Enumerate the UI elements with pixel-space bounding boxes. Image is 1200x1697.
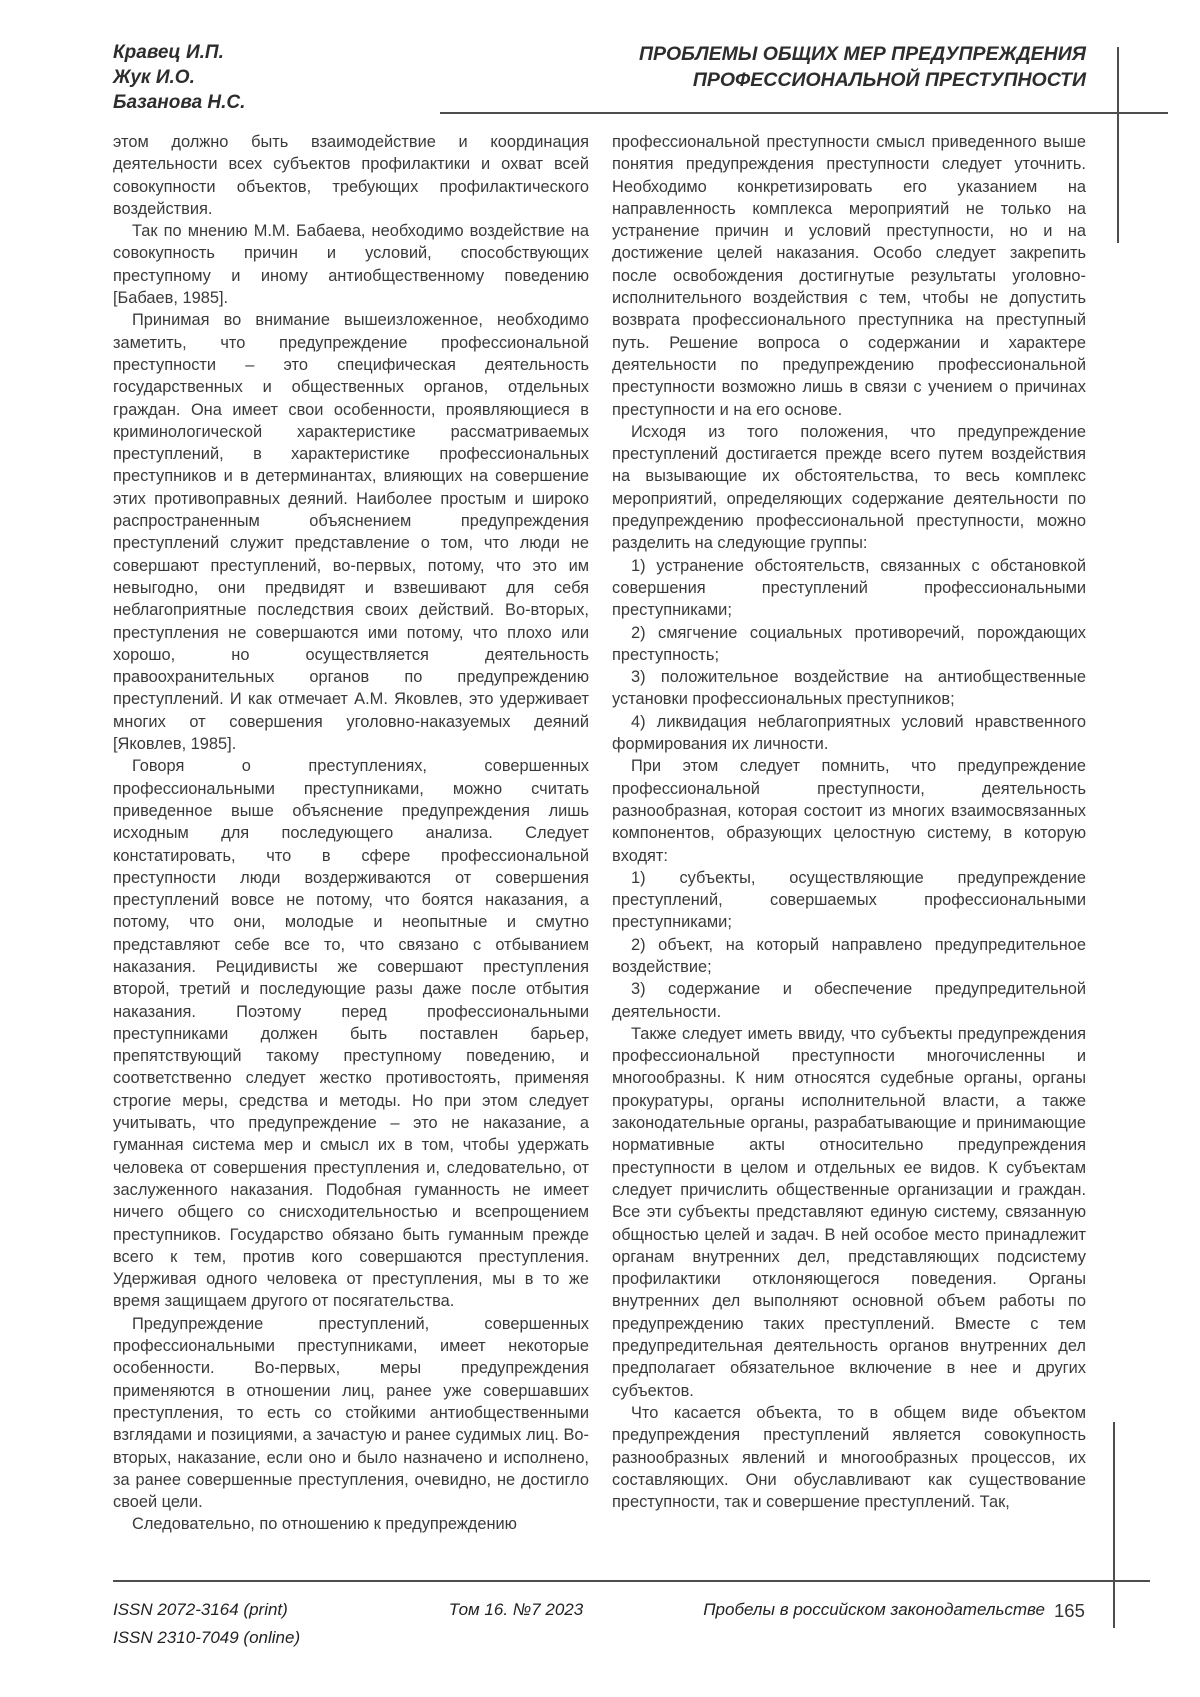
paragraph: Говоря о преступлениях, совершенных профессиональными преступниками, можно считать приведенное выше объяснение предупреждения лишь исходным для последующего анализа. Следует констатировать, что в сфере профессиональной преступности люди воздерживаются от совершения преступлений вовсе не потому, что боятся наказания, а потому, что они, молодые и неопытные и смутно представляют себе все то, что связано с отбыванием наказания. Рецидивисты же совершают преступления второй, третий и последующие разы даже после отбытия наказания. Поэтому перед профессиональными преступниками должен быть поставлен барьер, препятствующий такому преступному поведению, и соответственно следует жестко противостоять, применяя строгие меры, средства и методы. Но при этом следует учитывать, что предупреждение – это не наказание, а гуманная система мер и смысл их в том, чтобы удержать человека от совершения преступления и, следовательно, от заслуженного наказания. Подобная гуманность не имеет ничего общего со снисходительностью и всепрощением преступников. Государство обязано быть гуманным прежде всего к тем, против кого совершаются преступления. Удерживая одного человека от преступления, мы в то же время защищаем другого от посягательства.: [113, 757, 589, 1311]
journal-name: Пробелы в российском законодательстве: [703, 1600, 1045, 1619]
article-title-line-2: ПРОФЕССИОНАЛЬНОЙ ПРЕСТУПНОСТИ: [692, 69, 1086, 91]
bottom-right-vertical-rule: [1113, 1422, 1115, 1628]
paragraph: Исходя из того положения, что предупреждение преступлений достигается прежде всего путем воздействия на вызывающие их обстоятельства, то весь комплекс мероприятий, определяющих содержание деятельности по предупреждению профессиональной преступности, можно разделить на следующие группы:: [612, 422, 1086, 553]
issn-print: ISSN 2072-3164 (print): [113, 1600, 288, 1619]
paragraph: Что касается объекта, то в общем виде объектом предупреждения преступлений является совокупность разнообразных явлений и многообразных процессов, их составляющих. Они обуславливают как существование преступности, так и совершение преступлений. Так,: [612, 1403, 1086, 1512]
paragraph: Следовательно, по отношению к предупреждению: [132, 1515, 517, 1534]
paragraph: Также следует иметь ввиду, что субъекты предупреждения профессиональной преступности многочисленны и многообразны. К ним относятся судебные органы, органы прокуратуры, органы исполнительной власти, а также законодательные органы, разрабатывающие и принимающие нормативные акты относительно предупреждения преступности в целом и отдельных ее видов. К субъектам следует причислить общественные организации и граждан. Все эти субъекты представляют единую систему, связанную общностью целей и задач. В ней особое место принадлежит органам внутренних дел, представляющих подсистему профилактики отклоняющегося поведения. Органы внутренних дел выполняют основной объем работы по предупреждению таких преступлений. Вместе с тем предупредительная деятельность органов внутренних дел предполагает обязательное включение в нее и других субъектов.: [612, 1024, 1086, 1400]
paragraph: этом должно быть взаимодействие и координация деятельности всех субъектов профилактики и охват всей совокупности объектов, требующих профилактического воздействия.: [113, 133, 589, 218]
author-list: [113, 40, 245, 115]
list-item-paragraph: 3) содержание и обеспечение предупредительной деятельности.: [612, 980, 1086, 1021]
author-name: Базанова Н.С.: [113, 92, 246, 113]
paragraph: Принимая во внимание вышеизложенное, необходимо заметить, что предупреждение профессиональной преступности – это специфическая деятельность государственных и общественных органов, отдельных граждан. Она имеет свои особенности, проявляющиеся в криминологической характеристике рассматриваемых преступлений, в характеристике профессиональных преступников и в детерминантах, влияющих на совершение этих противоправных деяний. Наиболее простым и широко распространенным объяснением предупреждения преступлений служит представление о том, что люди не совершают преступлений, во-первых, потому, что это им невыгодно, они предвидят и взвешивают для себя неблагоприятные последствия своих действий. Во-вторых, преступления не совершаются ими потому, что плохо или хорошо, но осуществляется деятельность правоохранительных органов по предупреждению преступлений. И как отмечает А.М. Яковлев, это удерживает многих от совершения уголовно-наказуемых деяний [Яковлев, 1985].: [113, 311, 589, 754]
author-name: Кравец И.П.: [113, 42, 224, 63]
header-rule: [440, 112, 1168, 114]
list-item-paragraph: 2) объект, на который направлено предупредительное воздействие;: [612, 935, 1086, 976]
paragraph: Предупреждение преступлений, совершенных профессиональными преступниками, имеет некоторые особенности. Во-первых, меры предупреждения применяются в отношении лиц, ранее уже совершавших преступления, то есть со стойкими антиобщественными взглядами и позициями, а зачастую и ранее судимых лиц. Во-вторых, наказание, если оно и было назначено и исполнено, за ранее совершенные преступления, очевидно, не достигло своей цели.: [113, 1314, 589, 1512]
footer-rule: [113, 1580, 1150, 1582]
volume-info: Том 16. №7 2023: [448, 1600, 584, 1619]
list-item-paragraph: 4) ликвидация неблагоприятных условий нравственного формирования их личности.: [612, 712, 1086, 754]
article-title: [639, 41, 1086, 93]
list-item-paragraph: 1) субъекты, осуществляющие предупреждение преступлений, совершаемых профессиональными преступниками;: [612, 868, 1086, 932]
issn-online: ISSN 2310-7049 (online): [113, 1628, 301, 1647]
article-title-line-1: ПРОБЛЕМЫ ОБЩИХ МЕР ПРЕДУПРЕЖДЕНИЯ: [638, 43, 1086, 65]
left-column: [113, 131, 589, 1561]
top-right-vertical-rule: [1117, 47, 1119, 243]
right-column: [612, 131, 1086, 1561]
paragraph: профессиональной преступности смысл приведенного выше понятия предупреждения преступности следует уточнить. Необходимо конкретизировать его указанием на направленность комплекса мероприятий не только на устранение причин и условий преступности, но и на достижение целей наказания. Особо следует закрепить после освобождения достигнутые результаты уголовно-исполнительного воздействия с тем, чтобы не допустить возврата профессионального преступника на преступный путь. Решение вопроса о содержании и характере деятельности по предупреждению профессиональной преступности возможно лишь в связи с учением о причинах преступности и на его основе.: [612, 133, 1086, 419]
page-number: 165: [1054, 1600, 1085, 1621]
paragraph: При этом следует помнить, что предупреждение профессиональной преступности, деятельность разнообразная, которая состоит из многих взаимосвязанных компонентов, образующих целостную систему, в которую входят:: [612, 757, 1086, 865]
list-item-paragraph: 1) устранение обстоятельств, связанных с обстановкой совершения преступлений профессиональными преступниками;: [612, 556, 1086, 620]
author-name: Жук И.О.: [113, 67, 195, 88]
issn-block: [113, 1596, 300, 1652]
paragraph: Так по мнению М.М. Бабаева, необходимо воздействие на совокупность причин и условий, способствующих преступному и иному антиобщественному поведению [Бабаев, 1985].: [113, 222, 589, 308]
list-item-paragraph: 2) смягчение социальных противоречий, порождающих преступность;: [612, 623, 1086, 664]
list-item-paragraph: 3) положительное воздействие на антиобщественные установки профессиональных преступников;: [612, 668, 1086, 709]
